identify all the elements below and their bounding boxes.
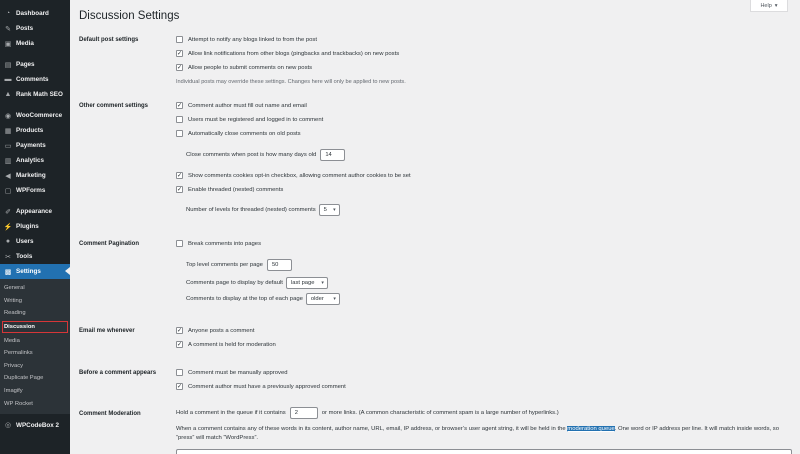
moderation-queue-link[interactable]: moderation queue bbox=[567, 426, 615, 432]
pages-icon: ▤ bbox=[4, 61, 12, 69]
hold-links-row bbox=[176, 407, 559, 419]
notify-blogs-checkbox-row[interactable] bbox=[176, 36, 317, 43]
option-label: Comment author must fill out name and email bbox=[188, 102, 307, 109]
chevron-down-icon: ▾ bbox=[774, 2, 778, 9]
submenu-item-permalinks[interactable]: Permalinks bbox=[4, 350, 33, 357]
allow-comments-checkbox-row[interactable] bbox=[176, 64, 312, 71]
submenu-item-media[interactable]: Media bbox=[4, 337, 20, 344]
select-value: 5 bbox=[323, 207, 327, 213]
option-label: Anyone posts a comment bbox=[188, 327, 255, 334]
wpcodebox-icon: ◎ bbox=[4, 422, 12, 430]
sidebar-item-products[interactable] bbox=[0, 123, 70, 138]
sidebar-item-wpforms[interactable] bbox=[0, 183, 70, 198]
sidebar-item-label: Plugins bbox=[16, 223, 39, 230]
sidebar-item-label: Rank Math SEO bbox=[16, 91, 63, 98]
moderation-description bbox=[176, 425, 792, 442]
marketing-icon: ◀ bbox=[5, 172, 11, 180]
default-page-row bbox=[186, 277, 328, 289]
sidebar-item-marketing[interactable] bbox=[0, 168, 70, 183]
sidebar-item-label: Pages bbox=[16, 61, 35, 68]
require-name-email-checkbox-row[interactable] bbox=[176, 102, 307, 109]
dashboard-icon: ◔ bbox=[5, 10, 11, 17]
anyone-posts-checkbox-row[interactable] bbox=[176, 327, 254, 334]
checkbox[interactable] bbox=[176, 369, 183, 376]
option-label: Comment author must have a previously approved comment bbox=[188, 383, 346, 390]
comments-icon: ▬ bbox=[4, 76, 12, 83]
rank-math-icon: ▲ bbox=[4, 91, 12, 98]
default-post-settings-label: Default post settings bbox=[79, 37, 139, 43]
close-days-row bbox=[186, 149, 345, 161]
option-label: Users must be registered and logged in to comment bbox=[188, 116, 324, 123]
checkbox[interactable] bbox=[176, 130, 183, 137]
top-each-row bbox=[186, 293, 340, 305]
option-label: Allow link notifications from other blogs (pingbacks and trackbacks) on new posts bbox=[188, 50, 400, 57]
woocommerce-icon: ◉ bbox=[4, 112, 12, 120]
sidebar-item-pages[interactable] bbox=[0, 57, 70, 72]
sidebar-item-settings[interactable] bbox=[0, 264, 70, 279]
thread-levels-row bbox=[186, 204, 340, 216]
sidebar-item-label: Marketing bbox=[16, 172, 46, 179]
require-registration-checkbox-row[interactable] bbox=[176, 116, 323, 123]
submenu-item-general[interactable]: General bbox=[4, 285, 25, 292]
checkbox-checked[interactable]: ✓ bbox=[176, 64, 183, 71]
checkbox[interactable] bbox=[176, 116, 183, 123]
sidebar-item-wpcodebox-2[interactable] bbox=[0, 418, 70, 433]
top-level-label: Top level comments per page bbox=[186, 262, 263, 268]
top-each-select[interactable] bbox=[306, 293, 340, 305]
checkbox-checked[interactable]: ✓ bbox=[176, 383, 183, 390]
sidebar-item-tools[interactable] bbox=[0, 249, 70, 264]
thread-levels-label: Number of levels for threaded (nested) comments bbox=[186, 207, 316, 213]
select-value: last page bbox=[290, 280, 315, 286]
checkbox-checked[interactable]: ✓ bbox=[176, 327, 183, 334]
media-icon: ▣ bbox=[4, 40, 12, 48]
submenu-item-discussion[interactable]: Discussion bbox=[2, 321, 68, 334]
default-page-select[interactable] bbox=[286, 277, 328, 289]
sidebar-item-comments[interactable] bbox=[0, 72, 70, 87]
wpforms-icon: ▢ bbox=[4, 187, 12, 195]
previously-approved-checkbox-row[interactable] bbox=[176, 383, 346, 390]
sidebar-item-plugins[interactable] bbox=[0, 219, 70, 234]
checkbox-checked[interactable]: ✓ bbox=[176, 102, 183, 109]
sidebar-item-label: WPCodeBox 2 bbox=[16, 421, 60, 429]
sidebar-item-woocommerce[interactable] bbox=[0, 108, 70, 123]
submenu-item-duplicate-page[interactable]: Duplicate Page bbox=[4, 375, 44, 382]
select-value: older bbox=[310, 296, 324, 302]
break-comments-checkbox-row[interactable] bbox=[176, 240, 261, 247]
option-label: Show comments cookies opt-in checkbox, allowing comment author cookies to be set bbox=[188, 172, 411, 179]
sidebar-item-label: Products bbox=[16, 127, 44, 134]
sidebar-item-label: Comments bbox=[16, 76, 49, 83]
checkbox[interactable] bbox=[176, 240, 183, 247]
default-page-label: Comments page to display by default bbox=[186, 280, 283, 286]
option-label: Automatically close comments on old posts bbox=[188, 130, 301, 137]
pin-icon: ✎ bbox=[5, 25, 11, 33]
sidebar-item-dashboard[interactable] bbox=[0, 6, 70, 21]
checkbox-checked[interactable]: ✓ bbox=[176, 172, 183, 179]
sidebar-item-label: Tools bbox=[16, 253, 33, 260]
close-days-input[interactable]: 14 bbox=[320, 149, 345, 161]
moderation-desc-prefix: When a comment contains any of these words in its content, author name, URL, email, IP address, or browser’s user agent string, it will be held in the bbox=[176, 426, 566, 432]
submenu-item-reading[interactable]: Reading bbox=[4, 310, 26, 317]
checkbox-checked[interactable]: ✓ bbox=[176, 50, 183, 57]
moderation-desc-suffix: . One word or IP address per line. It will match inside words, so “press” will match “WordPress”. bbox=[176, 426, 780, 441]
sidebar-item-label: Users bbox=[16, 238, 34, 245]
comment-moderation-label: Comment Moderation bbox=[79, 411, 141, 417]
submenu-item-writing[interactable]: Writing bbox=[4, 297, 22, 304]
submenu-item-privacy[interactable]: Privacy bbox=[4, 362, 24, 369]
sidebar-item-label: Analytics bbox=[16, 157, 44, 164]
manually-approved-checkbox-row[interactable] bbox=[176, 369, 288, 376]
page-title: Discussion Settings bbox=[79, 10, 180, 22]
products-icon: ▦ bbox=[4, 127, 12, 135]
moderation-keys-textarea[interactable] bbox=[176, 449, 792, 454]
hold-links-input[interactable]: 2 bbox=[290, 407, 318, 419]
top-each-label: Comments to display at the top of each page bbox=[186, 296, 303, 302]
sidebar-item-label: Posts bbox=[16, 25, 34, 32]
users-icon: ● bbox=[5, 238, 11, 245]
email-me-label: Email me whenever bbox=[79, 328, 135, 334]
sidebar-item-label: WPForms bbox=[16, 187, 46, 194]
settings-icon: ▩ bbox=[4, 268, 12, 276]
sidebar-item-label: Media bbox=[16, 40, 34, 47]
comment-pagination-label: Comment Pagination bbox=[79, 241, 140, 247]
sidebar-item-label: WooCommerce bbox=[16, 112, 63, 119]
hold-suffix: or more links. (A common characteristic of comment spam is a large number of hyperlinks.) bbox=[321, 410, 559, 416]
chevron-down-icon: ▾ bbox=[333, 296, 336, 302]
main-content bbox=[70, 0, 800, 454]
other-comment-settings-label: Other comment settings bbox=[79, 103, 149, 109]
hold-prefix: Hold a comment in the queue if it contains bbox=[176, 410, 286, 416]
option-label: Break comments into pages bbox=[188, 240, 262, 247]
top-level-input[interactable]: 50 bbox=[267, 259, 292, 271]
chevron-down-icon: ▾ bbox=[321, 280, 324, 286]
chevron-down-icon: ▾ bbox=[333, 207, 336, 213]
settings-submenu bbox=[0, 279, 70, 414]
payments-icon: ▭ bbox=[4, 142, 12, 150]
submenu-item-wp-rocket[interactable]: WP Rocket bbox=[4, 400, 33, 407]
admin-sidebar bbox=[0, 0, 70, 454]
sidebar-item-analytics[interactable] bbox=[0, 153, 70, 168]
thread-levels-select[interactable] bbox=[319, 204, 340, 216]
checkbox-checked[interactable]: ✓ bbox=[176, 341, 183, 348]
option-label: Comment must be manually approved bbox=[188, 369, 288, 376]
checkbox-checked[interactable]: ✓ bbox=[176, 186, 183, 193]
submenu-item-imagify[interactable]: Imagify bbox=[4, 388, 23, 395]
sidebar-item-appearance[interactable] bbox=[0, 204, 70, 219]
top-level-row bbox=[186, 259, 292, 271]
allow-pingbacks-checkbox-row[interactable] bbox=[176, 50, 399, 57]
checkbox[interactable] bbox=[176, 36, 183, 43]
held-for-moderation-checkbox-row[interactable] bbox=[176, 341, 276, 348]
auto-close-comments-checkbox-row[interactable] bbox=[176, 130, 301, 137]
default-post-hint: Individual posts may override these settings. Changes here will only be applied to new posts. bbox=[176, 79, 406, 85]
help-tab[interactable] bbox=[750, 0, 788, 12]
sidebar-item-label: Payments bbox=[16, 142, 46, 149]
threaded-comments-checkbox-row[interactable] bbox=[176, 186, 283, 193]
sidebar-item-rank-math-seo[interactable] bbox=[0, 87, 70, 102]
sidebar-item-users[interactable] bbox=[0, 234, 70, 249]
option-label: A comment is held for moderation bbox=[188, 341, 276, 348]
plugin-icon: ⚡ bbox=[3, 223, 13, 231]
sidebar-item-label: Settings bbox=[16, 268, 41, 275]
sidebar-item-payments[interactable] bbox=[0, 138, 70, 153]
close-days-label: Close comments when post is how many days old bbox=[186, 152, 317, 158]
option-label: Allow people to submit comments on new posts bbox=[188, 64, 313, 71]
brush-icon: ✐ bbox=[5, 208, 11, 216]
sidebar-item-media[interactable] bbox=[0, 36, 70, 51]
analytics-icon: ▥ bbox=[4, 157, 12, 165]
help-label: Help bbox=[760, 2, 772, 9]
sidebar-item-label: Appearance bbox=[16, 208, 53, 215]
option-label: Enable threaded (nested) comments bbox=[188, 186, 284, 193]
cookies-opt-in-checkbox-row[interactable] bbox=[176, 172, 411, 179]
tools-icon: ✂ bbox=[5, 253, 11, 261]
sidebar-item-posts[interactable] bbox=[0, 21, 70, 36]
sidebar-item-label: Dashboard bbox=[16, 10, 49, 17]
option-label: Attempt to notify any blogs linked to from the post bbox=[188, 36, 318, 43]
before-comment-appears-label: Before a comment appears bbox=[79, 370, 157, 376]
